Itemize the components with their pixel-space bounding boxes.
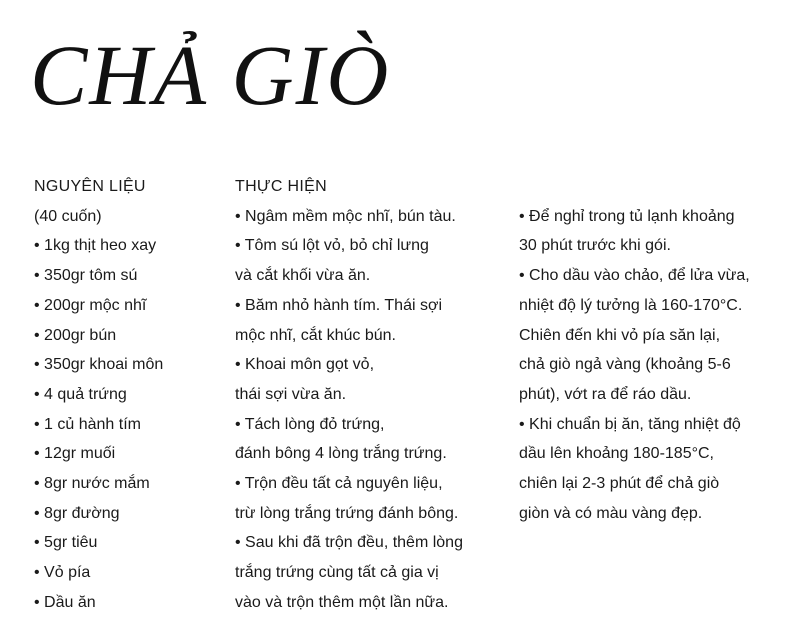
instructions-column-continued: [519, 202, 750, 529]
ingredients-heading: NGUYÊN LIỆU: [34, 178, 146, 195]
ingredient-item: • 350gr tôm sú: [34, 267, 138, 285]
ingredient-item: • 4 quả trứng: [34, 385, 127, 403]
instruction-line: nhiệt độ lý tưởng là 160-170°C.: [519, 296, 743, 314]
ingredients-column: [34, 172, 163, 618]
instruction-line: trừ lòng trắng trứng đánh bông.: [235, 504, 459, 522]
instruction-line: • Để nghỉ trong tủ lạnh khoảng: [519, 207, 735, 225]
ingredient-item: • Dầu ăn: [34, 593, 96, 611]
instruction-line: phút), vớt ra để ráo dầu.: [519, 385, 692, 403]
servings-note: (40 cuốn): [34, 207, 102, 225]
instruction-line: mộc nhĩ, cắt khúc bún.: [235, 326, 396, 344]
ingredient-item: • 350gr khoai môn: [34, 356, 164, 374]
recipe-title: CHẢ GIÒ: [30, 27, 391, 123]
instruction-line: chả giò ngả vàng (khoảng 5-6: [519, 356, 731, 374]
instruction-line: • Ngâm mềm mộc nhĩ, bún tàu.: [235, 207, 456, 225]
instruction-line: • Sau khi đã trộn đều, thêm lòng: [235, 534, 463, 552]
instruction-line: chiên lại 2-3 phút để chả giò: [519, 475, 720, 493]
ingredient-item: • 12gr muối: [34, 445, 116, 463]
instruction-line: • Trộn đều tất cả nguyên liệu,: [235, 475, 443, 493]
instruction-line: Chiên đến khi vỏ pía săn lại,: [519, 326, 721, 344]
instruction-line: • Tôm sú lột vỏ, bỏ chỉ lưng: [235, 237, 429, 255]
instruction-line: dầu lên khoảng 180-185°C,: [519, 445, 714, 463]
ingredient-item: • 1 củ hành tím: [34, 415, 141, 433]
instruction-line: • Tách lòng đỏ trứng,: [235, 415, 385, 433]
ingredient-item: • 8gr nước mắm: [34, 475, 150, 493]
instruction-line: 30 phút trước khi gói.: [519, 237, 671, 255]
instruction-line: và cắt khối vừa ăn.: [235, 267, 371, 285]
ingredient-item: • Vỏ pía: [34, 564, 91, 582]
instructions-column: [235, 172, 463, 618]
ingredient-item: • 8gr đường: [34, 504, 120, 522]
instruction-line: • Khi chuẩn bị ăn, tăng nhiệt độ: [519, 415, 741, 433]
instruction-line: trắng trứng cùng tất cả gia vị: [235, 564, 439, 582]
instructions-heading: THỰC HIỆN: [235, 178, 327, 195]
ingredient-item: • 1kg thịt heo xay: [34, 237, 157, 255]
ingredient-item: • 5gr tiêu: [34, 534, 98, 552]
instruction-line: • Cho dầu vào chảo, để lửa vừa,: [519, 267, 750, 285]
instruction-line: • Khoai môn gọt vỏ,: [235, 356, 375, 374]
instruction-line: giòn và có màu vàng đẹp.: [519, 504, 703, 522]
ingredient-item: • 200gr bún: [34, 326, 117, 344]
instruction-line: vào và trộn thêm một lần nữa.: [235, 593, 449, 611]
ingredient-item: • 200gr mộc nhĩ: [34, 296, 147, 314]
instruction-line: • Băm nhỏ hành tím. Thái sợi: [235, 296, 443, 314]
instruction-line: thái sợi vừa ăn.: [235, 385, 347, 403]
instruction-line: đánh bông 4 lòng trắng trứng.: [235, 445, 447, 463]
